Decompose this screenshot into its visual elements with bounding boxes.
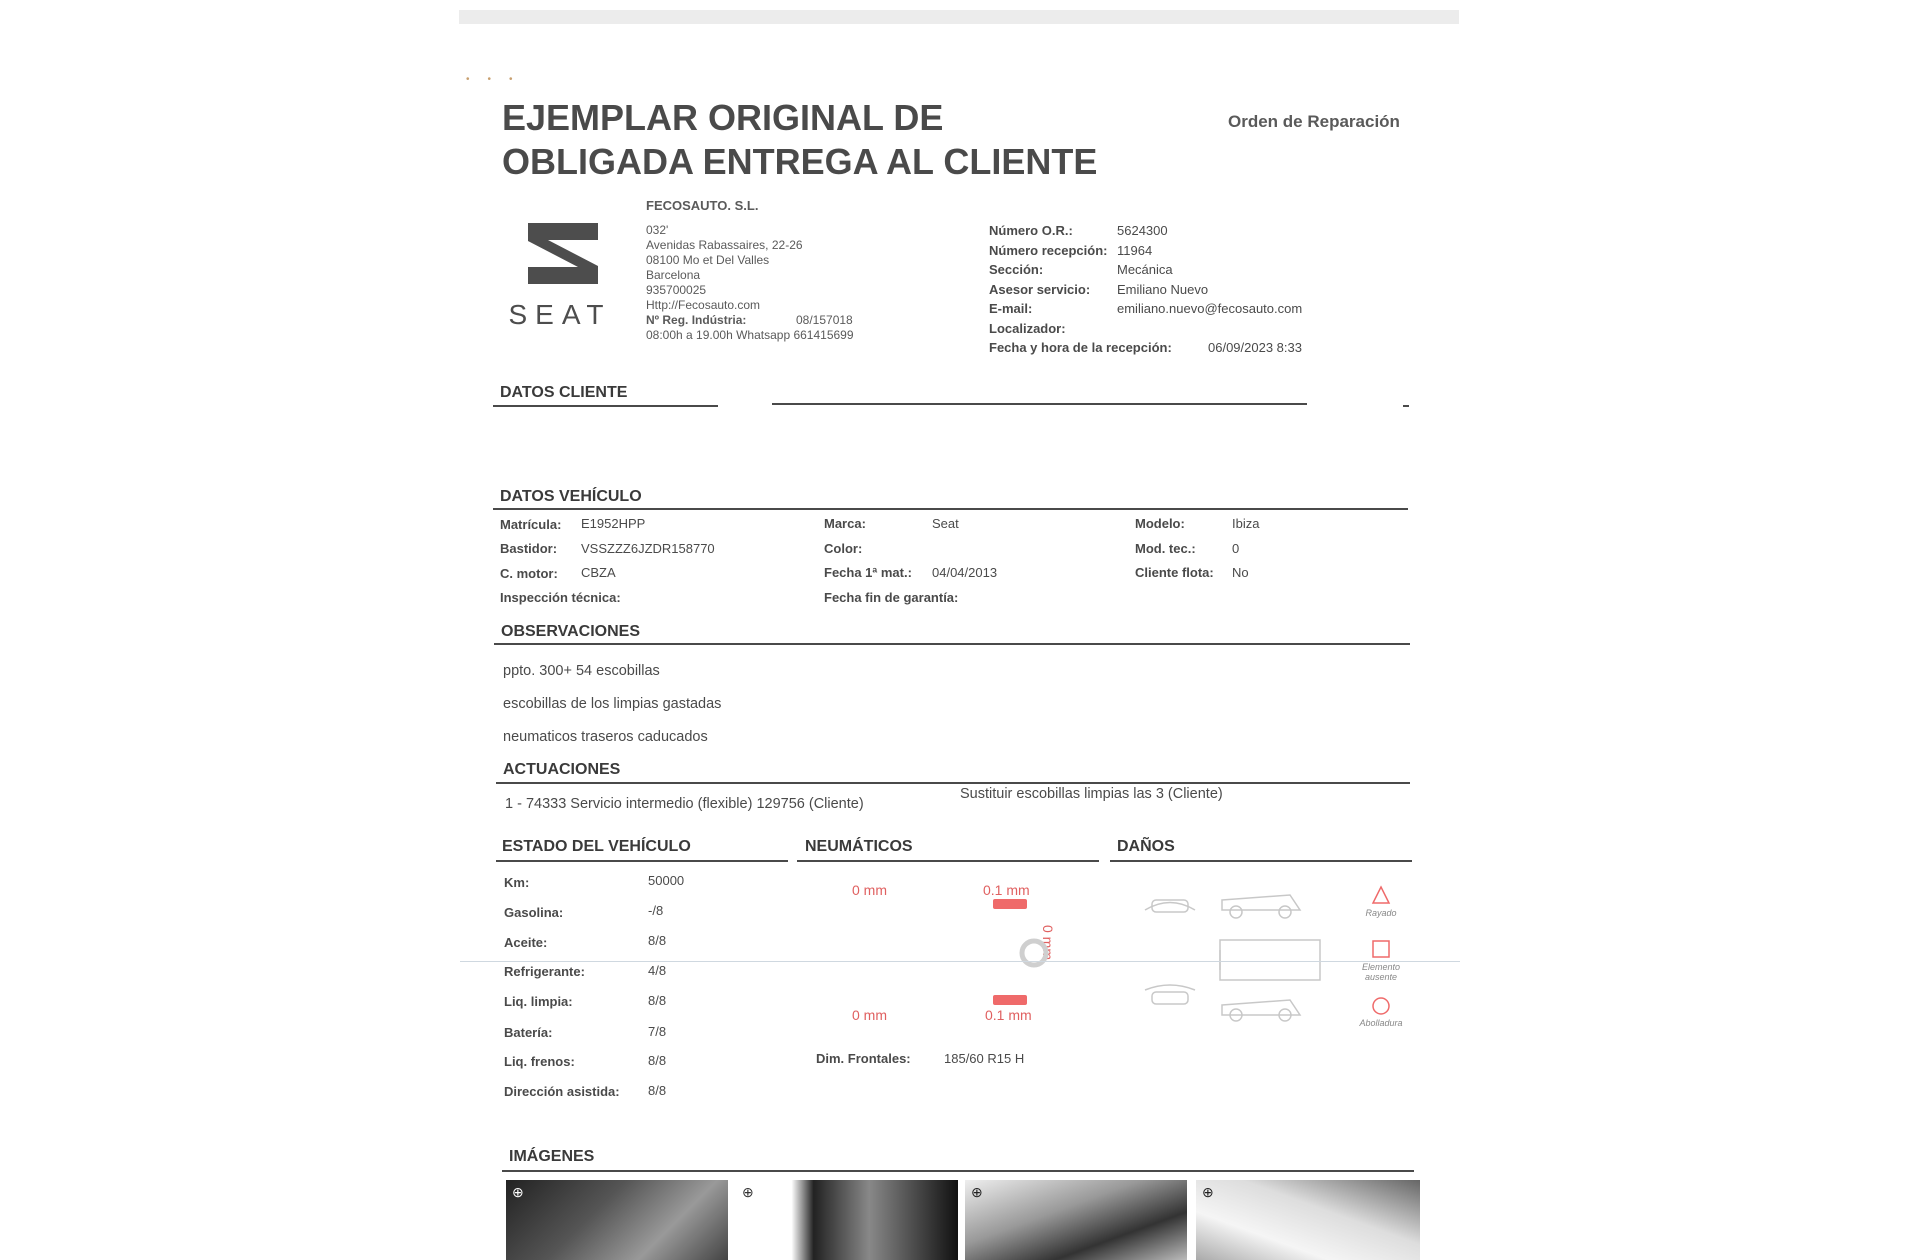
- state-value-washer: 8/8: [648, 993, 667, 1008]
- state-label-steering: Dirección asistida:: [504, 1084, 620, 1099]
- scratch-triangle-icon: [1371, 885, 1391, 905]
- section-damages: DAÑOS: [1117, 838, 1175, 855]
- state-label-km: Km:: [504, 875, 530, 890]
- first-reg-label: Fecha 1ª mat.:: [824, 565, 912, 580]
- logo-text: SEAT: [508, 299, 612, 330]
- plate-label: Matrícula:: [500, 517, 562, 532]
- advisor-label: Asesor servicio:: [989, 281, 1091, 297]
- model-value: Ibiza: [1232, 516, 1260, 531]
- section-value: Mecánica: [1117, 262, 1173, 277]
- zoom-icon[interactable]: ⊕: [512, 1184, 524, 1200]
- scan-artifact-line: [460, 961, 1460, 962]
- model-label: Modelo:: [1135, 516, 1185, 531]
- missing-square-icon: [1371, 939, 1391, 959]
- state-value-battery: 7/8: [648, 1024, 667, 1039]
- first-reg-value: 04/04/2013: [932, 565, 998, 580]
- tire-dims-value: 185/60 R15 H: [944, 1051, 1025, 1066]
- inspection-label: Inspección técnica:: [500, 590, 621, 605]
- state-label-fuel: Gasolina:: [504, 905, 564, 920]
- actions-rule: [496, 782, 1410, 784]
- seat-logo: [493, 218, 628, 332]
- reg-value: 08/157018: [796, 313, 853, 327]
- plate-value: E1952HPP: [581, 516, 646, 531]
- images-rule: [502, 1170, 1414, 1172]
- modtec-label: Mod. tec.:: [1135, 541, 1196, 556]
- section-label: Sección:: [989, 262, 1044, 277]
- legend-missing: Elemento ausente: [1361, 962, 1401, 982]
- email-value: emiliano.nuevo@fecosauto.com: [1117, 301, 1303, 316]
- reg-label: Nº Reg. Indústria:: [646, 313, 747, 327]
- tire-rear-right: 0.1 mm: [985, 1007, 1032, 1023]
- state-rule: [496, 860, 788, 862]
- section-tires: NEUMÁTICOS: [805, 838, 913, 855]
- company-city: 08100 Mo et Del Valles: [646, 253, 770, 267]
- client-rule-left: [493, 405, 718, 407]
- scan-top-edge: [459, 10, 1459, 24]
- vehicle-rule: [493, 508, 1408, 510]
- state-label-brakes: Liq. frenos:: [504, 1054, 575, 1069]
- title-line-1: EJEMPLAR ORIGINAL DE: [502, 97, 944, 138]
- tires-rule: [797, 860, 1099, 862]
- company-hours: 08:00h a 19.00h Whatsapp 661415699: [646, 328, 854, 342]
- observation-2: escobillas de los limpias gastadas: [503, 696, 722, 712]
- state-value-steering: 8/8: [648, 1083, 667, 1098]
- image-thumbnail-1[interactable]: [506, 1180, 728, 1260]
- dent-circle-icon: [1371, 996, 1391, 1016]
- action-item-2: Sustituir escobillas limpias las 3 (Cliente): [960, 786, 1223, 802]
- locator-label: Localizador:: [989, 320, 1066, 336]
- zoom-icon[interactable]: ⊕: [1202, 1184, 1214, 1200]
- tire-front-left: 0 mm: [852, 882, 887, 898]
- title-line-2: OBLIGADA ENTREGA AL CLIENTE: [502, 141, 1098, 182]
- reception-date-value: 06/09/2023 8:33: [1208, 340, 1302, 355]
- state-value-oil: 8/8: [648, 933, 667, 948]
- vin-label: Bastidor:: [500, 541, 558, 556]
- company-province: Barcelona: [646, 268, 701, 282]
- observation-1: ppto. 300+ 54 escobillas: [503, 663, 660, 679]
- client-rule-right: [772, 403, 1307, 405]
- company-web: Http://Fecosauto.com: [646, 298, 761, 312]
- tire-rear-right-alert: [993, 995, 1027, 1005]
- company-info: [646, 198, 854, 343]
- tire-front-right-alert: [993, 899, 1027, 909]
- or-label: Número O.R.:: [989, 223, 1073, 238]
- client-rule-tick: [1403, 405, 1409, 407]
- page-title: [502, 96, 1097, 184]
- engine-value: CBZA: [581, 565, 616, 580]
- reception-date-label: Fecha y hora de la recepción:: [989, 340, 1172, 355]
- action-item-1: 1 - 74333 Servicio intermedio (flexible) 129756 (Cliente): [505, 796, 864, 812]
- section-images: IMÁGENES: [509, 1148, 595, 1165]
- observation-3: neumaticos traseros caducados: [503, 729, 708, 745]
- section-actions: ACTUACIONES: [503, 761, 621, 778]
- section-vehicle-state: ESTADO DEL VEHÍCULO: [502, 838, 691, 855]
- section-vehicle: DATOS VEHÍCULO: [500, 488, 642, 505]
- legend-scratch: Rayado: [1365, 908, 1397, 918]
- state-value-brakes: 8/8: [648, 1053, 667, 1068]
- state-label-battery: Batería:: [504, 1025, 553, 1040]
- company-phone: 935700025: [646, 283, 707, 297]
- image-thumbnail-3[interactable]: [965, 1180, 1187, 1260]
- tire-rear-left: 0 mm: [852, 1007, 887, 1023]
- tire-front-right: 0.1 mm: [983, 882, 1030, 898]
- fleet-value: No: [1232, 565, 1249, 580]
- modtec-value: 0: [1232, 541, 1240, 556]
- company-name: FECOSAUTO. S.L.: [646, 198, 759, 213]
- state-value-fuel: -/8: [648, 903, 664, 918]
- car-damage-diagram: [1140, 880, 1330, 1030]
- section-client: DATOS CLIENTE: [500, 384, 628, 401]
- document-type: Orden de Reparación: [1228, 112, 1400, 131]
- order-info: [989, 221, 1302, 358]
- zoom-icon[interactable]: ⊕: [971, 1184, 983, 1200]
- engine-label: C. motor:: [500, 566, 558, 581]
- section-observations: OBSERVACIONES: [501, 623, 640, 640]
- scan-marks: •••: [466, 74, 531, 85]
- state-label-coolant: Refrigerante:: [504, 964, 585, 979]
- image-thumbnail-4[interactable]: [1196, 1180, 1420, 1260]
- vin-value: VSSZZZ6JZDR158770: [581, 541, 715, 556]
- damages-rule: [1110, 860, 1412, 862]
- observations-rule: [494, 643, 1410, 645]
- fleet-label: Cliente flota:: [1135, 565, 1214, 580]
- state-value-coolant: 4/8: [648, 963, 667, 978]
- email-label: E-mail:: [989, 301, 1033, 316]
- reception-value: 11964: [1117, 242, 1153, 258]
- advisor-value: Emiliano Nuevo: [1117, 281, 1209, 297]
- state-value-km: 50000: [648, 873, 685, 888]
- legend-dent: Abolladura: [1359, 1018, 1403, 1028]
- spare-tire-icon: [1017, 936, 1051, 970]
- image-thumbnail-2[interactable]: [736, 1180, 958, 1260]
- zoom-icon[interactable]: ⊕: [742, 1184, 754, 1200]
- or-value: 5624300: [1117, 223, 1168, 238]
- state-label-oil: Aceite:: [504, 935, 548, 950]
- warranty-label: Fecha fin de garantía:: [824, 590, 959, 605]
- color-label: Color:: [824, 541, 863, 556]
- reception-label: Número recepción:: [989, 242, 1108, 258]
- tire-spare: 0 mm: [1040, 925, 1056, 960]
- company-address: Avenidas Rabassaires, 22-26: [646, 238, 803, 252]
- state-label-washer: Liq. limpia:: [504, 994, 573, 1009]
- company-code: 032': [646, 223, 669, 237]
- brand-label: Marca:: [824, 516, 866, 531]
- tire-dims-label: Dim. Frontales:: [816, 1051, 911, 1066]
- brand-value: Seat: [932, 516, 959, 531]
